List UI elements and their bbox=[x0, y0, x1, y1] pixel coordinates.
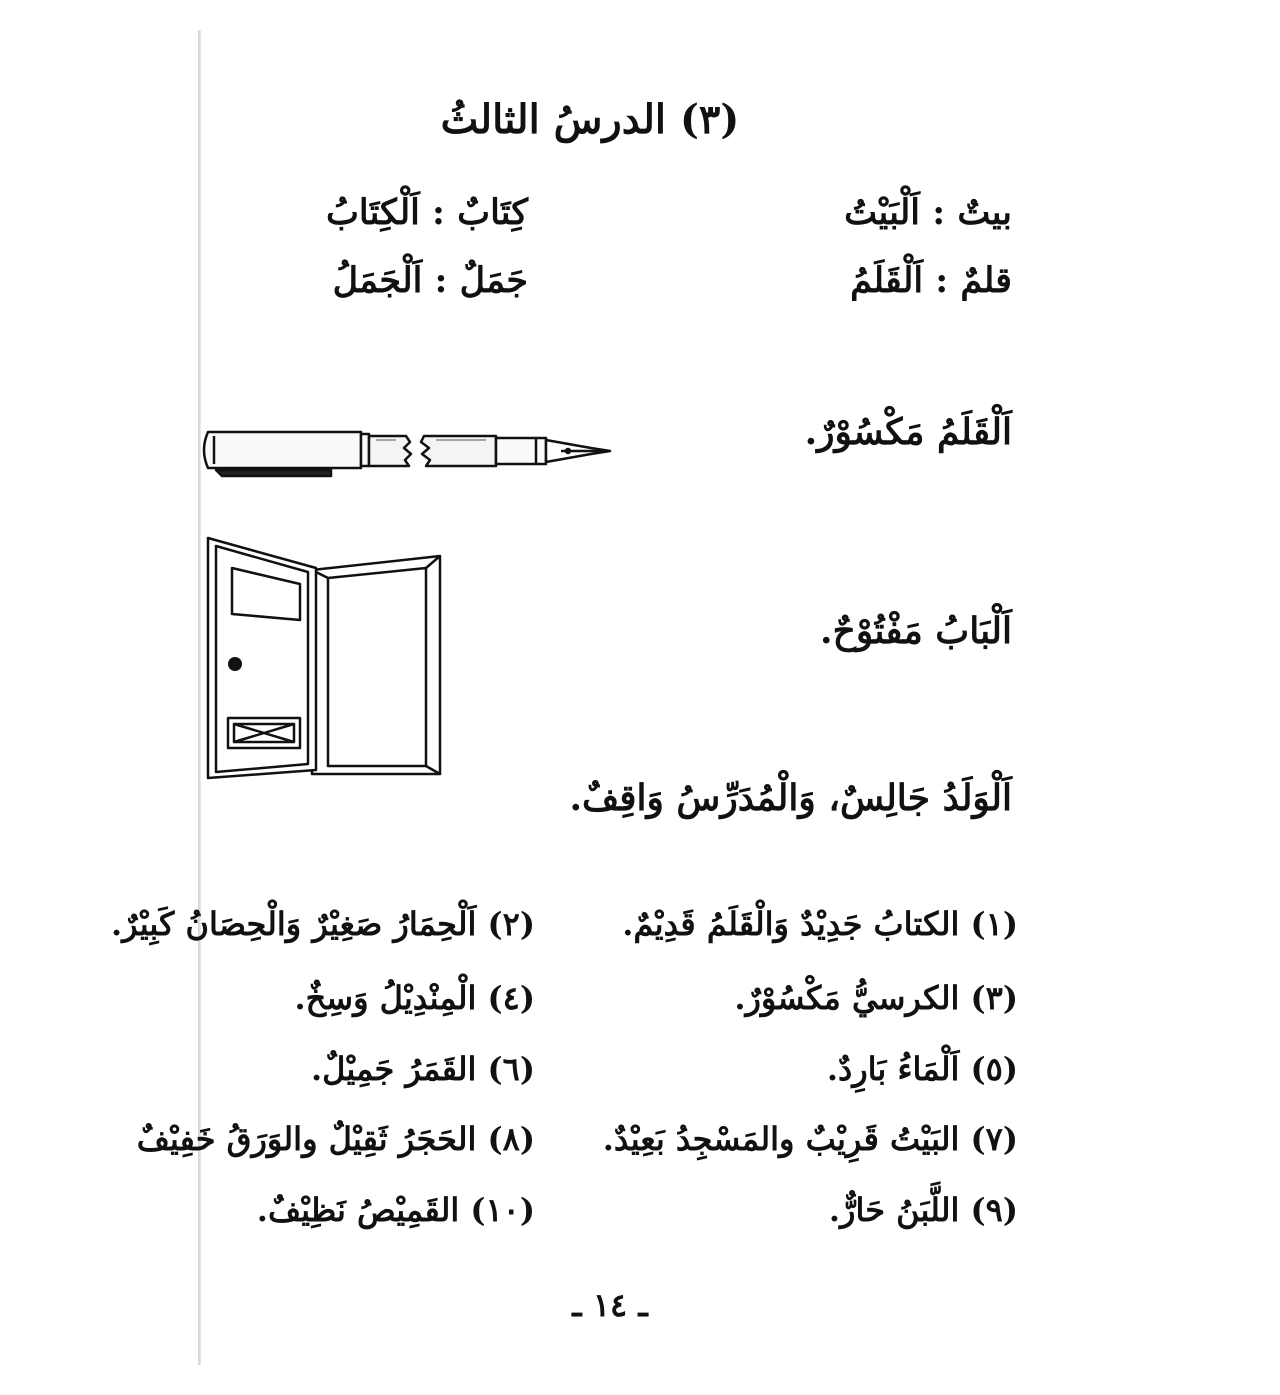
vocab-house: بيتٌ : اَلْبَيْتُ bbox=[844, 192, 1012, 233]
vocab-book: كِتَابٌ : اَلْكِتَابُ bbox=[325, 192, 528, 233]
exercise-10: (١٠) القَمِيْصُ نَظِيْفٌ. bbox=[256, 1191, 535, 1229]
exercise-8: (٨) الحَجَرُ ثَقِيْلٌ والوَرَقُ خَفِيْفٌ bbox=[136, 1120, 535, 1158]
exercise-7: (٧) البَيْتُ قَرِيْبٌ والمَسْجِدُ بَعِيْدٌ. bbox=[602, 1120, 1018, 1158]
sentence-pen-broken: اَلْقَلَمُ مَكْسُوْرٌ. bbox=[804, 411, 1012, 453]
vocab-camel: جَمَلٌ : اَلْجَمَلُ bbox=[332, 260, 528, 301]
exercise-5: (٥) اَلْمَاءُ بَارِدٌ. bbox=[826, 1050, 1018, 1088]
exercise-3: (٣) الكرسيُّ مَكْسُوْرٌ. bbox=[734, 979, 1018, 1017]
sentence-door-open: اَلْبَابُ مَفْتُوْحٌ. bbox=[820, 610, 1012, 652]
page-binding-line bbox=[198, 30, 201, 1365]
lesson-title: (٣) الدرسُ الثالثُ bbox=[440, 96, 740, 143]
sentence-boy-teacher: اَلْوَلَدُ جَالِسٌ، وَالْمُدَرِّسُ وَاقِفٌ. bbox=[569, 777, 1012, 819]
exercise-1: (١) الكتابُ جَدِيْدٌ وَالْقَلَمُ قَدِيْمٌ. bbox=[622, 905, 1018, 943]
broken-fountain-pen-icon bbox=[196, 418, 616, 488]
open-door-icon bbox=[204, 534, 444, 782]
exercise-4: (٤) الْمِنْدِيْلُ وَسِخٌ. bbox=[294, 979, 535, 1017]
vocab-pen: قلمٌ : اَلْقَلَمُ bbox=[850, 260, 1012, 301]
exercise-9: (٩) اللَّبَنُ حَارٌّ. bbox=[828, 1191, 1018, 1229]
page-number: ـ ١٤ ـ bbox=[572, 1286, 648, 1324]
exercise-2: (٢) اَلْحِمَارُ صَغِيْرٌ وَالْحِصَانُ كَبِيْرٌ. bbox=[110, 905, 535, 943]
exercise-6: (٦) القَمَرُ جَمِيْلٌ. bbox=[310, 1050, 535, 1088]
